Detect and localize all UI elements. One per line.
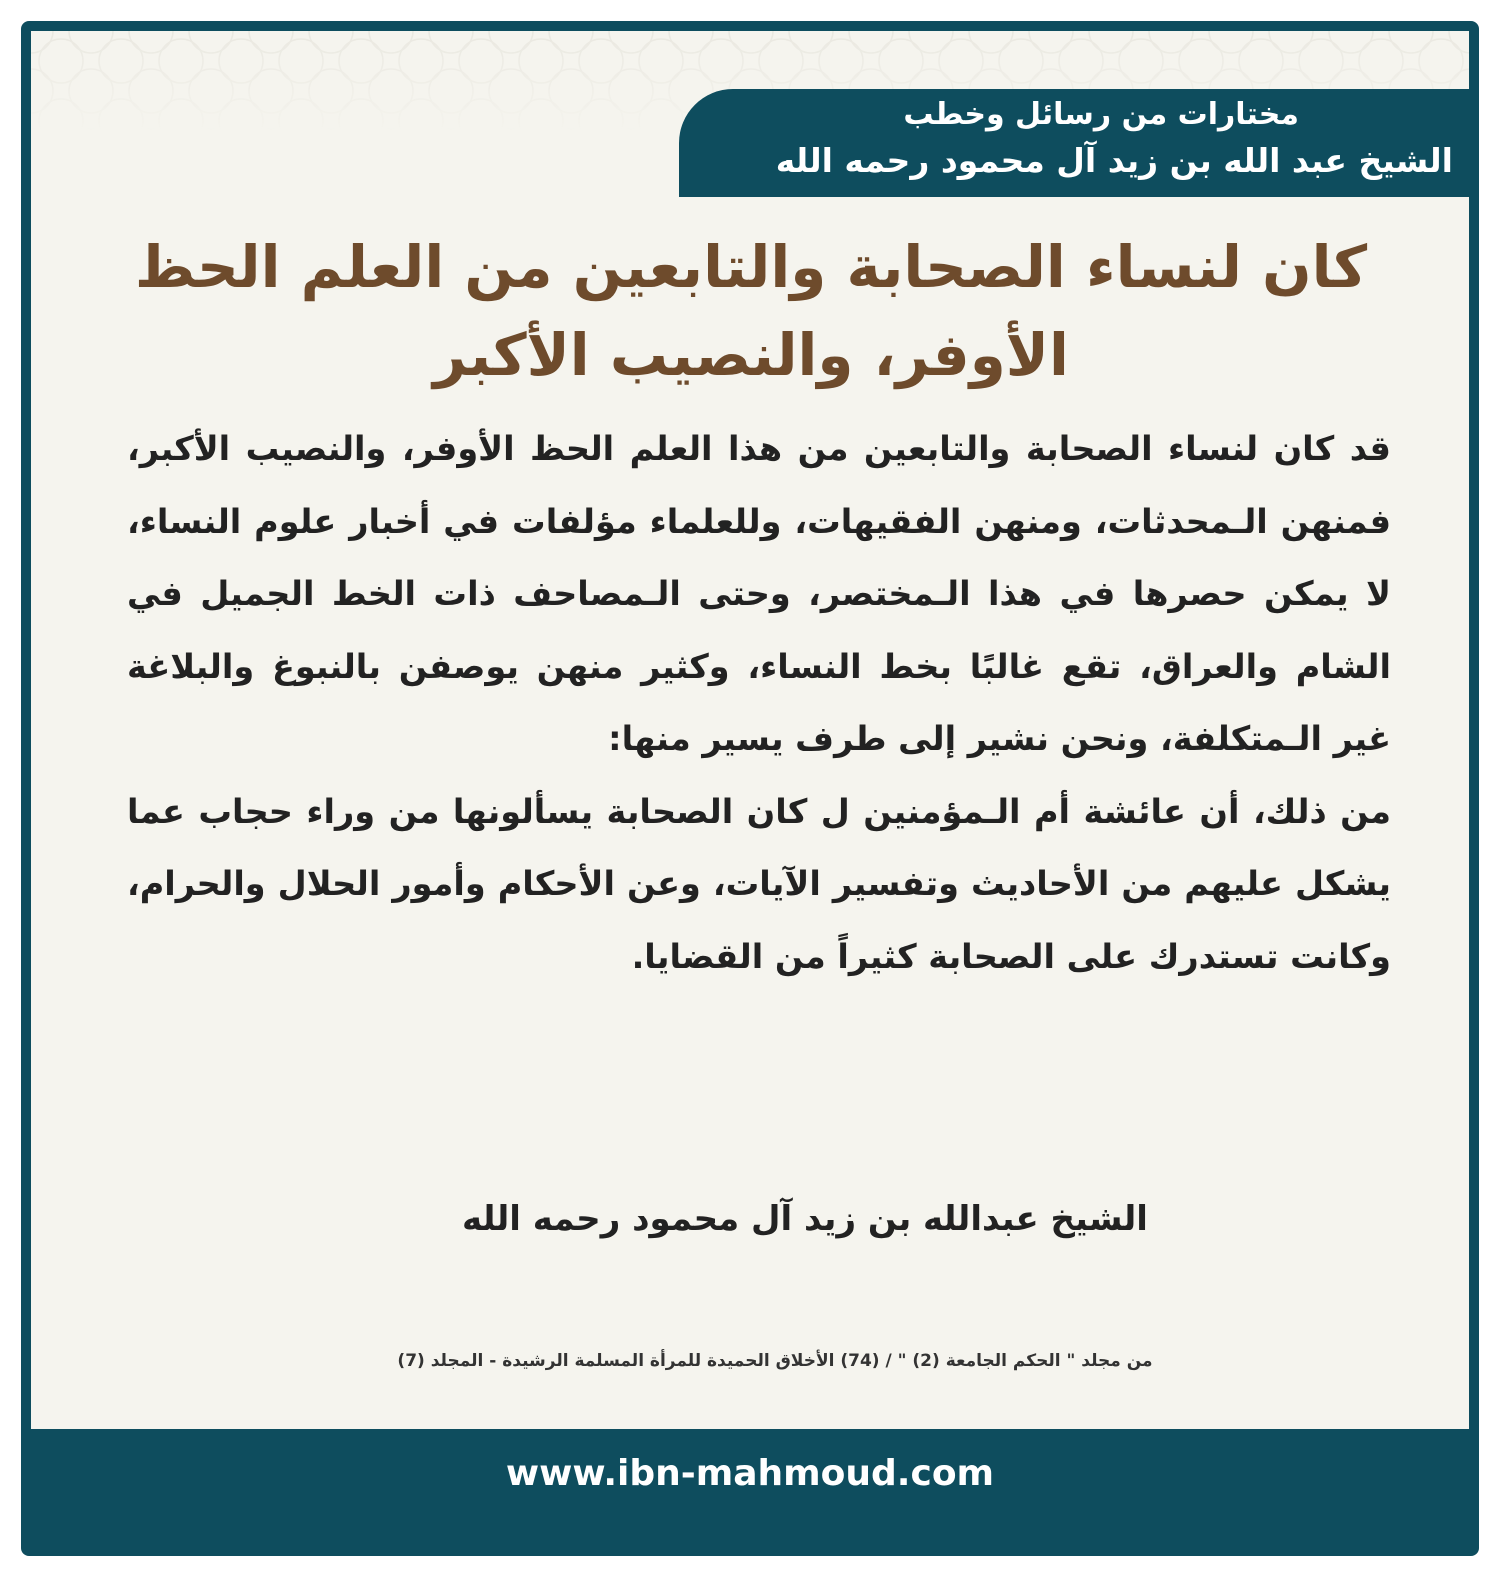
author-signature: الشيخ عبدالله بن زيد آل محمود رحمه الله (462, 1199, 1148, 1239)
content-paper (31, 31, 1469, 1429)
card-frame (21, 21, 1479, 1556)
source-citation: من مجلد " الحكم الجامعة (2) " / (74) الأخلاق الحميدة للمرأة المسلمة الرشيدة - المجلد (7) (397, 1351, 1153, 1371)
header-banner (679, 89, 1469, 197)
header-subtitle: مختارات من رسائل وخطب (903, 97, 1299, 132)
article-paragraph: قد كان لنساء الصحابة والتابعين من هذا العلم الحظ الأوفر، والنصيب الأكبر، فمنهن الـمحدثات، ومنهن الفقيهات، وللعلماء مؤلفات في أخبار علوم النساء، لا يمكن حصرها في هذا الـمختصر، وحتى الـمصاحف ذات الخط الجميل في الشام والعراق، تقع غالبًا بخط النساء، وكثير منهن يوصفن بالنبوغ والبلاغة غير الـمتكلفة، ونحن نشير إلى طرف يسير منها: (127, 429, 1391, 758)
header-author: الشيخ عبد الله بن زيد آل محمود رحمه الله (775, 141, 1453, 180)
website-link[interactable]: www.ibn-mahmoud.com (505, 1453, 995, 1494)
article-paragraph: من ذلك، أن عائشة أم الـمؤمنين ل كان الصحابة يسألونها من وراء حجاب عما يشكل عليهم من الأحاديث وتفسير الآيات، وعن الأحكام وأمور الحلال والحرام، وكانت تستدرك على الصحابة كثيراً من القضايا. (127, 791, 1391, 976)
article-body (127, 413, 1391, 993)
page-title: كان لنساء الصحابة والتابعين من العلم الحظ الأوفر، والنصيب الأكبر (134, 233, 1368, 389)
